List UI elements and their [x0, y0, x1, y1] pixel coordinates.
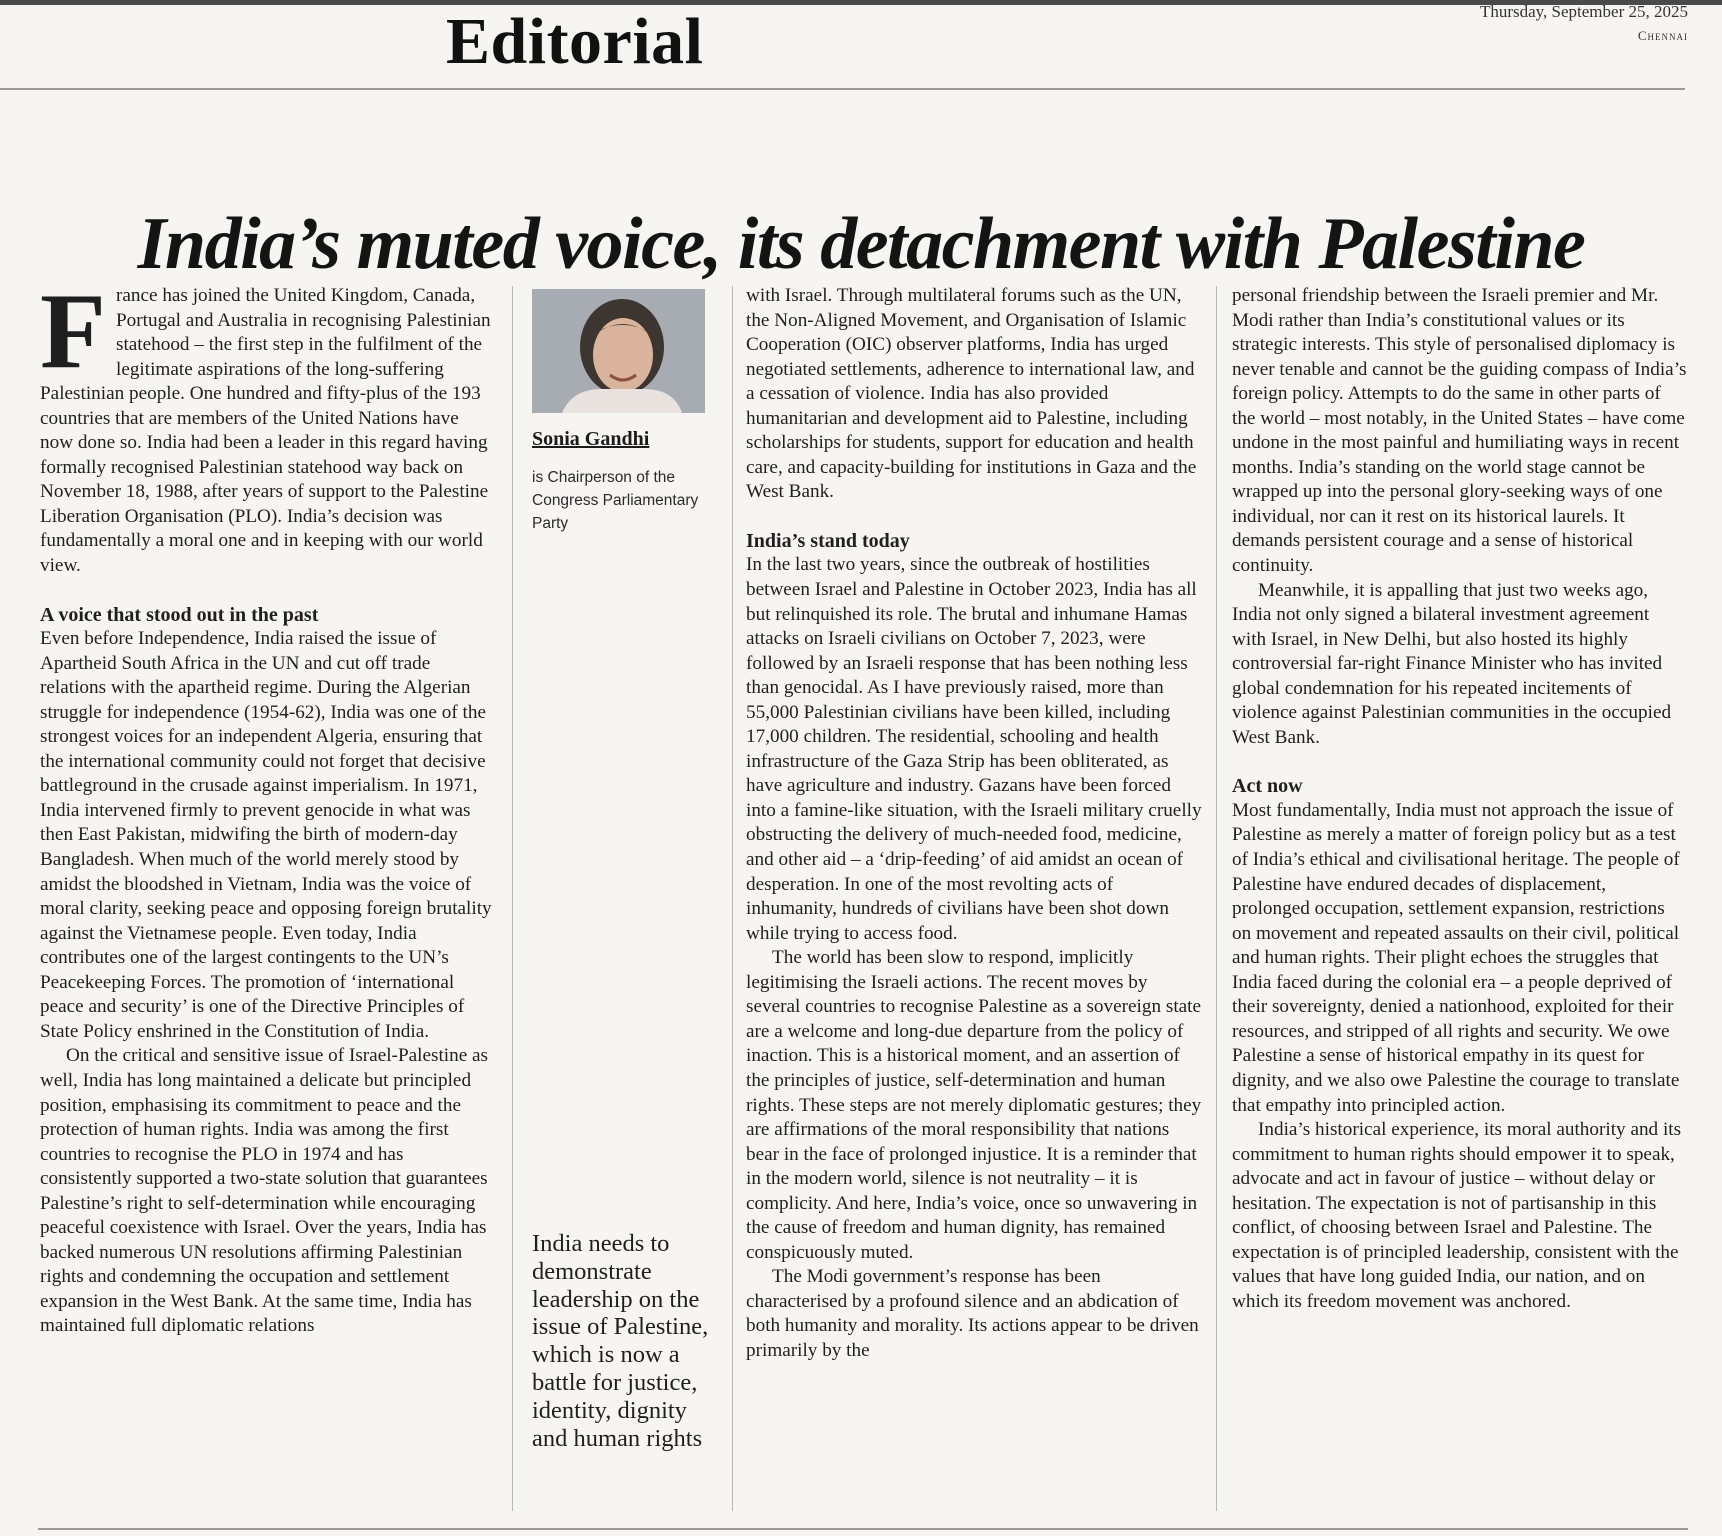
article-column-3: [746, 284, 1202, 1364]
dateline: [1480, 0, 1688, 48]
author-name[interactable]: Sonia Gandhi: [532, 428, 650, 450]
article-column-1: [40, 272, 496, 1339]
section-title: Editorial: [446, 5, 704, 78]
paragraph-continued: personal friendship between the Israeli premier and Mr. Modi rather than India’s constitutional values or its strategic interests. This style of personalised diplomacy is never tenable and cannot be the guiding compass of India’s foreign policy. Attempts to do the same in other parts of the world – most notably, in the United States – have come undone in the most painful and humiliating ways in recent months. India’s standing on the world stage cannot be wrapped up into the personal glory-seeking ways of one individual, nor can it rest on its historical laurels. It demands persistent courage and a sense of historical continuity.: [1232, 285, 1687, 577]
author-portrait-icon: [532, 289, 705, 413]
footer-divider: [38, 1528, 1688, 1530]
drop-cap: F: [40, 272, 106, 391]
paragraph: Meanwhile, it is appalling that just two weeks ago, India not only signed a bilateral investment agreement with Israel, in New Delhi, but also hosted its highly controversial far-right Finance Minister who has invited global condemnation for his repeated incitements of violence against Palestinian communities in the occupied West Bank.: [1232, 579, 1672, 748]
paragraph: Even before Independence, India raised the issue of Apartheid South Africa in the UN and cut off trade relations with the apartheid regime. During the Algerian struggle for independence (1954-62), India was one of the strongest voices for an independent Algeria, ensuring that the international community could not forget that decisive battleground in the crusade against imperialism. In 1971, India intervened firmly to prevent genocide in what was then East Pakistan, midwifing the birth of modern-day Bangladesh. When much of the world merely stood by amidst the bloodshed in Vietnam, India was the voice of moral clarity, seeking peace and opposing foreign brutality against the Vietnamese people. Even today, India contributes one of the largest contingents to the UN’s Peacekeeping Forces. The promotion of ‘international peace and security’ is one of the Directive Principles of State Policy enshrined in the Constitution of India.: [40, 628, 492, 1042]
column-divider: [512, 286, 513, 1511]
pull-quote: India needs to demonstrate leadership on the issue of Palestine, which is now a battle for justice, identity, dignity and human rights: [532, 1230, 709, 1452]
author-description: is Chairperson of the Congress Parliamentary Party: [532, 469, 699, 532]
author-photo: [532, 289, 705, 413]
edition-city: Chennai: [1637, 28, 1688, 43]
paragraph: In the last two years, since the outbreak of hostilities between Israel and Palestine in October 2023, India has all but relinquished its role. The brutal and inhumane Hamas attacks on Israeli civilians on October 7, 2023, were followed by an Israeli response that has been nothing less than genocidal. As I have previously raised, more than 55,000 Palestinian civilians have been killed, including 17,000 children. The residential, schooling and health infrastructure of the Gaza Strip has been obliterated, as have agriculture and industry. Gazans have been forced into a famine-like situation, with the Israeli military cruelly obstructing the delivery of much-needed food, medicine, and other aid – a ‘drip-feeding’ of aid amidst an ocean of desperation. In one of the most revolting acts of inhumanity, hundreds of civilians have been shot down while trying to access food.: [746, 554, 1202, 944]
column-divider: [1216, 286, 1217, 1511]
paragraph: The Modi government’s response has been characterised by a profound silence and an abdication of both humanity and morality. Its actions appear to be driven primarily by the: [746, 1266, 1199, 1361]
intro-text: rance has joined the United Kingdom, Canada, Portugal and Australia in recognising Palestinian statehood – the first step in the fulfilment of the legitimate aspirations of the long-suffering Palestinian people. One hundred and fifty-plus of the 193 countries that are members of the United Nations have now done so. India had been a leader in this regard having formally recognised Palestinian statehood way back on November 18, 1988, after years of support to the Palestine Liberation Organisation (PLO). India’s decision was fundamentally a moral one and in keeping with our world view.: [40, 285, 491, 577]
article-column-4: [1232, 284, 1688, 1314]
headline: India’s muted voice, its detachment with Palestine: [137, 202, 1585, 285]
top-border: [0, 0, 1722, 5]
paragraph: The world has been slow to respond, implicitly legitimising the Israeli actions. The recent moves by several countries to recognise Palestine as a sovereign state are a welcome and long-due departure from the policy of inaction. This is a historical moment, and an assertion of the principles of justice, self-determination and human rights. These steps are not merely diplomatic gestures; they are affirmations of the moral responsibility that nations bear in the face of prolonged injustice. It is a reminder that in the modern world, silence is not neutrality – it is complicity. And here, India’s voice, once so unwavering in the cause of freedom and human dignity, has remained conspicuously muted.: [746, 947, 1202, 1263]
paragraph: Most fundamentally, India must not approach the issue of Palestine as merely a matter of foreign policy but as a test of India’s ethical and civilisational heritage. The people of Palestine have endured decades of displacement, prolonged occupation, settlement expansion, restrictions on movement and repeated assaults on their civil, political and human rights. Their plight echoes the struggles that India faced during the colonial era – a people deprived of their sovereignty, denied a nationhood, exploited for their resources, and stripped of all rights and security. We owe Palestine a sense of historical empathy in its quest for dignity, and we also owe Palestine the courage to translate that empathy into principled action.: [1232, 799, 1680, 1116]
paragraph: On the critical and sensitive issue of Israel-Palestine as well, India has long maintained a delicate but principled position, emphasising its commitment to peace and the protection of human rights. India was among the first countries to recognise the PLO in 1974 and has consistently supported a two-state solution that guarantees Palestine’s right to self-determination while encouraging peaceful coexistence with Israel. Over the years, India has backed numerous UN resolutions affirming Palestinian rights and condemning the occupation and settlement expansion in the West Bank. At the same time, India has maintained full diplomatic relations: [40, 1045, 488, 1337]
intro-paragraph: [40, 272, 496, 579]
column-divider: [732, 286, 733, 1511]
paragraph-continued: with Israel. Through multilateral forums such as the UN, the Non-Aligned Movement, and Organisation of Islamic Cooperation (OIC) observer platforms, India has urged negotiated settlements, adherence to international law, and a cessation of violence. India has also provided humanitarian and development aid to Palestine, including scholarships for students, support for education and health care, and capacity-building for institutions in Gaza and the West Bank.: [746, 285, 1197, 503]
publication-date: Thursday, September 25, 2025: [1479, 2, 1688, 21]
subheading-today: India’s stand today: [746, 529, 910, 552]
paragraph: India’s historical experience, its moral authority and its commitment to human rights should empower it to speak, advocate and act in favour of justice – without delay or hesitation. The expectation is not of partisanship in this conflict, of choosing between Israel and Palestine. The expectation is of principled leadership, consistent with the values that have long guided India, our nation, and on which its freedom movement was anchored.: [1232, 1119, 1682, 1312]
header-divider: [0, 88, 1685, 90]
subheading-past: A voice that stood out in the past: [40, 603, 319, 626]
subheading-act-now: Act now: [1232, 775, 1303, 798]
